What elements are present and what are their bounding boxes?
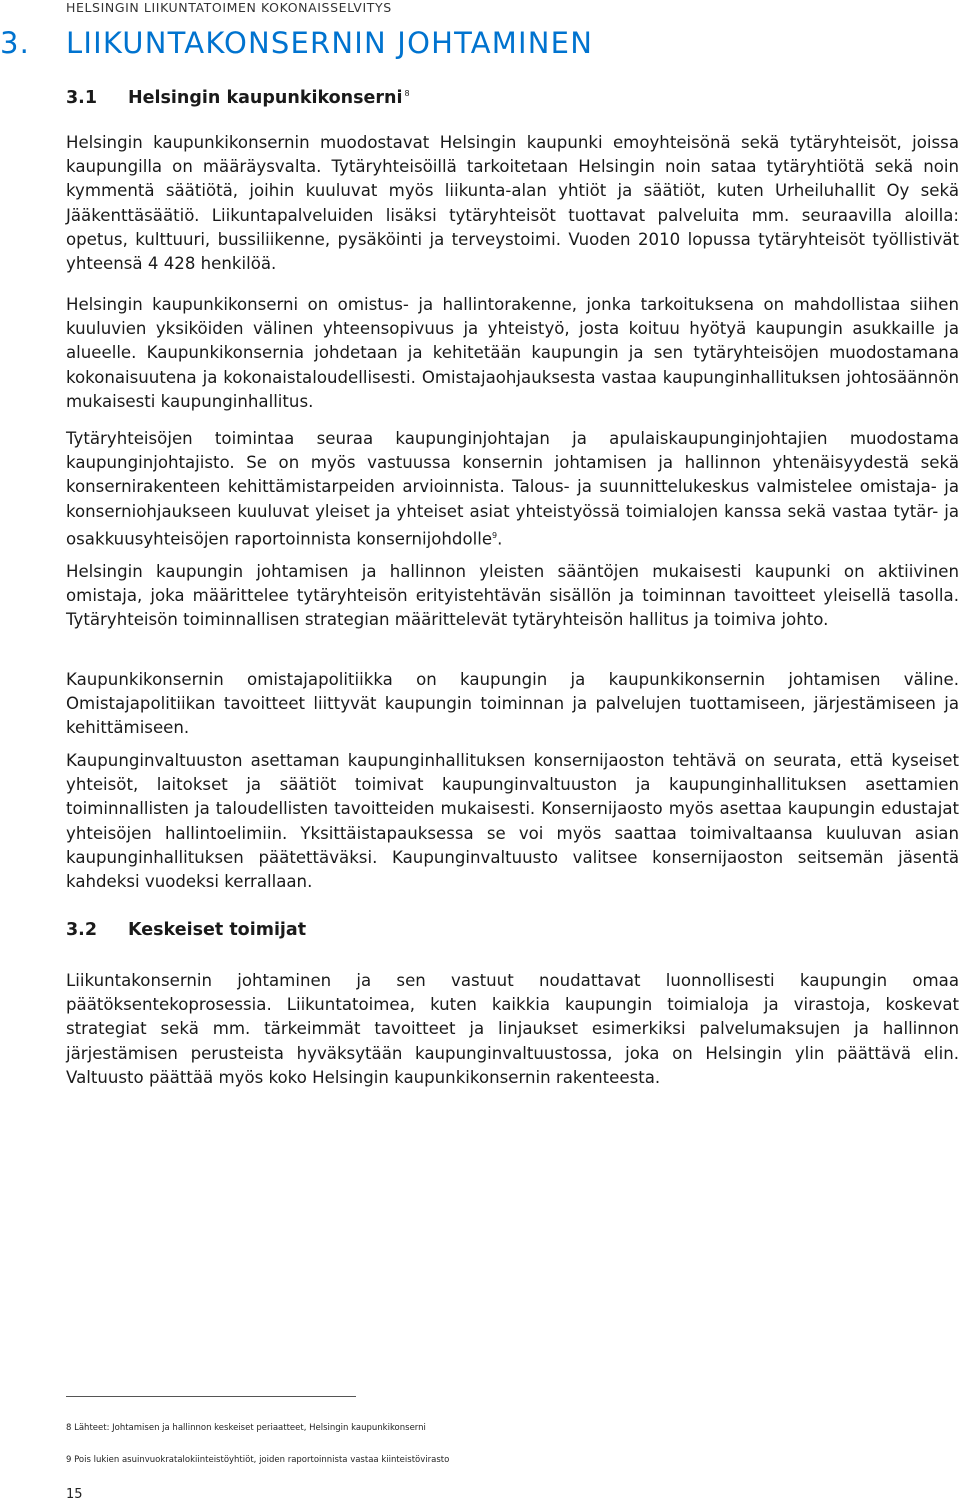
paragraph: Helsingin kaupunkikonsernin muodostavat Helsingin kaupunki emoyhteisönä sekä tytäryhteisöt, joissa kaupungilla on määräysvalta. Tytäryhteisöillä tarkoitetaan Helsingin noin sataa tytäryhtiötä sekä noin kymmentä säätiötä, joihin kuuluvat myös liikunta-alan yhtiöt ja säätiöt, kuten Urheiluhallit Oy sekä Jääkenttäsäätiö. Liikuntapalveluiden lisäksi tytäryhteisöt tuottavat palveluita mm. seuraavilla aloilla: opetus, kulttuuri, bussiliikenne, pysäköinti ja terveystoimi. Vuoden 2010 lopussa tytäryhteisöt työllistivät yhteensä 4 428 henkilöä.	[66, 133, 959, 274]
chapter-number: 3.	[0, 26, 31, 60]
page-number: 15	[66, 1487, 83, 1502]
paragraph	[66, 427, 959, 552]
section-number: 3.1	[66, 88, 98, 108]
section-number: 3.2	[66, 920, 98, 940]
section-heading-3-1	[66, 88, 410, 108]
footnote-ref-9: 9	[492, 530, 498, 540]
paragraph: Kaupunkikonsernin omistajapolitiikka on kaupungin ja kaupunkikonsernin johtamisen väline. Omistajapolitiikan tavoitteet liittyvät kaupungin toiminnan ja palvelujen tuottamiseen, järjestämiseen ja kehittämiseen.	[66, 670, 959, 738]
section-heading-3-2	[66, 920, 306, 940]
paragraph: Helsingin kaupungin johtamisen ja hallinnon yleisten sääntöjen mukaisesti kaupunki on aktiivinen omistaja, joka määrittelee tytäryhteisön erityistehtävän sisällön ja toiminnan tavoitteet yleisellä tasolla. Tytäryhteisön toiminnallisen strategian määrittelevät tytäryhteisön hallitus ja toimiva johto.	[66, 562, 959, 630]
paragraph: Kaupunginvaltuuston asettaman kaupunginhallituksen konsernijaoston tehtävä on seurata, että kyseiset yhteisöt, laitokset ja säätiöt toimivat kaupunginvaltuuston ja kaupunginhallituksen asettamien toiminnallisten ja taloudellisten tavoitteiden mukaisesti. Konsernijaosto myös asettaa kaupungin edustajat yhteisöjen hallintoelimiin. Yksittäistapauksessa se voi myös saattaa toimivaltaansa kuuluvan asian kaupunginhallituksen päätettäväksi. Kaupunginvaltuusto valitsee konsernijaoston seitsemän jäsentä kahdeksi vuodeksi kerrallaan.	[66, 751, 959, 892]
running-header: HELSINGIN LIIKUNTATOIMEN KOKONAISSELVITYS	[66, 0, 392, 15]
footnote-9: 9 Pois lukien asuinvuokratalokiinteistöyhtiöt, joiden raportoinnista vastaa kiinteistövirasto	[66, 1455, 450, 1465]
paragraph-text: Tytäryhteisöjen toimintaa seuraa kaupunginjohtajan ja apulaiskaupunginjohtajien muodostama kaupunginjohtajisto. Se on myös vastuussa konsernin johtamisen ja hallinnon yhtenäisyydestä sekä konsernirakenteen kehittämistarpeiden arvioinnista. Talous- ja suunnittelukeskus valmistelee omistaja- ja konserniohjaukseen kuuluvat yleiset ja yhteiset asiat yhteistyössä toimialojen kanssa sekä vastaa tytär- ja osakkuusyhteisöjen raportoinnista konsernijohdolle	[66, 429, 959, 549]
paragraph-end: .	[497, 529, 503, 549]
chapter-title-text: LIIKUNTAKONSERNIN JOHTAMINEN	[66, 26, 594, 60]
footnote-8: 8 Lähteet: Johtamisen ja hallinnon keskeiset periaatteet, Helsingin kaupunkikonserni	[66, 1423, 426, 1433]
section-title: Helsingin kaupunkikonserni	[128, 88, 403, 108]
paragraph: Helsingin kaupunkikonserni on omistus- ja hallintorakenne, jonka tarkoituksena on mahdollistaa siihen kuuluvien yksiköiden välinen yhteensopivuus ja yhteistyö, josta koituu hyötyä kaupungin asukkaille ja alueelle. Kaupunkikonsernia johdetaan ja kehitetään kaupungin ja sen tytäryhteisöjen muodostamana kokonaisuutena ja kokonaistaloudellisesti. Omistajaohjauksesta vastaa kaupunginhallituksen johtosäännön mukaisesti kaupunginhallitus.	[66, 295, 959, 411]
chapter-title	[0, 26, 593, 60]
footnote-ref-8: 8	[404, 89, 410, 99]
paragraph: Liikuntakonsernin johtaminen ja sen vastuut noudattavat luonnollisesti kaupungin omaa päätöksentekoprosessia. Liikuntatoimea, kuten kaikkia kaupungin toimialoja ja virastoja, koskevat strategiat sekä mm. tärkeimmät tavoitteet ja linjaukset esimerkiksi palvelumaksujen ja hallinnon järjestämisen perusteista hyväksytään kaupunginvaltuustossa, joka on Helsingin ylin päättävä elin. Valtuusto päättää myös koko Helsingin kaupunkikonsernin rakenteesta.	[66, 971, 959, 1087]
section-title: Keskeiset toimijat	[128, 920, 307, 940]
footnote-divider	[66, 1396, 356, 1397]
